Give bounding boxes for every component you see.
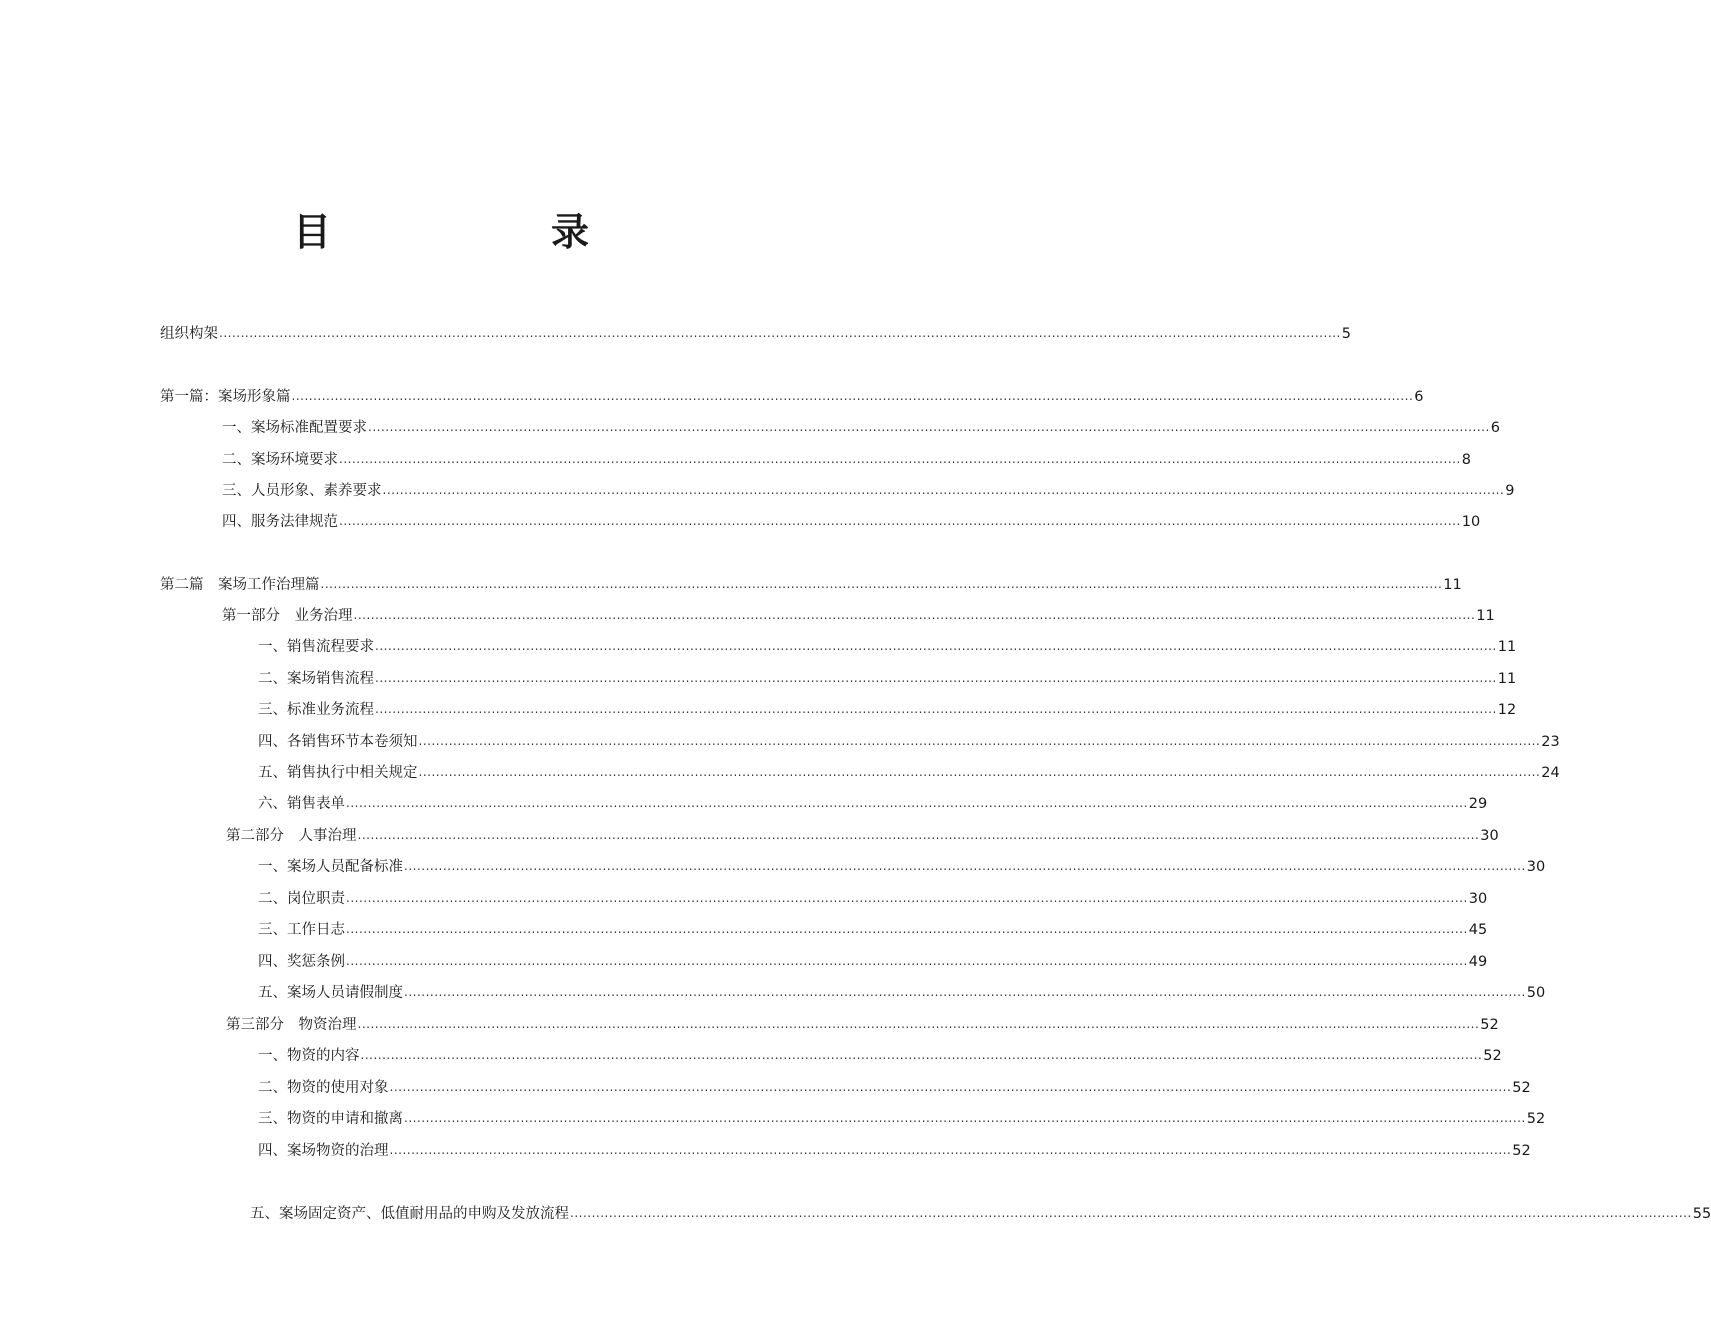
toc-entry-title: 六、销售表单 — [258, 796, 345, 812]
toc-dot-leader: .................................................................................................................................................................................................................................................................... — [375, 639, 1497, 653]
toc-entry[interactable] — [226, 825, 1499, 847]
toc-dot-leader: .................................................................................................................................................................................................................................................................... — [382, 483, 1505, 497]
toc-entry[interactable] — [222, 511, 1481, 533]
page-title: 目 录 — [292, 210, 637, 254]
toc-dot-leader: .................................................................................................................................................................................................................................................................... — [353, 608, 1476, 622]
toc-entry[interactable] — [258, 636, 1517, 658]
toc-entry-title: 一、销售流程要求 — [258, 639, 374, 655]
toc-entry[interactable] — [258, 951, 1488, 973]
toc-entry[interactable] — [250, 1203, 1711, 1225]
toc-page-number: 50 — [1526, 985, 1546, 1001]
toc-entry-title: 第三部分 物资治理 — [226, 1017, 357, 1033]
toc-entry[interactable] — [258, 793, 1488, 815]
toc-dot-leader: .................................................................................................................................................................................................................................................................... — [320, 577, 1443, 591]
toc-dot-leader: .................................................................................................................................................................................................................................................................... — [346, 796, 1468, 810]
toc-page-number: 6 — [1490, 420, 1500, 436]
toc-entry[interactable] — [258, 1140, 1531, 1162]
toc-page-number: 23 — [1541, 734, 1560, 750]
toc-page-number: 30 — [1480, 828, 1499, 844]
toc-page-number: 49 — [1468, 954, 1488, 970]
toc-dot-leader: .................................................................................................................................................................................................................................................................... — [339, 514, 1461, 528]
toc-entry-title: 四、各销售环节本卷须知 — [258, 734, 418, 750]
toc-entry[interactable] — [258, 1045, 1502, 1067]
toc-entry[interactable] — [160, 386, 1424, 408]
toc-entry[interactable] — [160, 323, 1351, 345]
toc-entry[interactable] — [258, 982, 1546, 1004]
toc-entry[interactable] — [222, 449, 1471, 471]
toc-dot-leader: .................................................................................................................................................................................................................................................................... — [375, 671, 1497, 685]
toc-entry-title: 二、案场环境要求 — [222, 452, 338, 468]
toc-entry-title: 二、物资的使用对象 — [258, 1080, 389, 1096]
toc-entry[interactable] — [258, 856, 1546, 878]
toc-page-number: 9 — [1505, 483, 1515, 499]
toc-entry-title: 一、案场人员配备标准 — [258, 859, 403, 875]
toc-page-number: 30 — [1468, 891, 1488, 907]
toc-entry-title: 组织构架 — [160, 326, 218, 342]
toc-entry-title: 五、销售执行中相关规定 — [258, 765, 418, 781]
toc-entry-title: 四、案场物资的治理 — [258, 1143, 389, 1159]
toc-page-number: 11 — [1497, 639, 1517, 655]
toc-entry-title: 三、人员形象、素养要求 — [222, 483, 382, 499]
toc-dot-leader: .................................................................................................................................................................................................................................................................... — [375, 702, 1497, 716]
toc-entry-title: 三、物资的申请和撤离 — [258, 1111, 403, 1127]
toc-page-number: 52 — [1526, 1111, 1546, 1127]
toc-page-number: 10 — [1461, 514, 1481, 530]
toc-entry-title: 第二篇 案场工作治理篇 — [160, 577, 320, 593]
toc-page-number: 8 — [1461, 452, 1471, 468]
toc-page-number: 45 — [1468, 922, 1488, 938]
toc-entry-title: 四、奖惩条例 — [258, 954, 345, 970]
toc-entry-title: 三、工作日志 — [258, 922, 345, 938]
toc-dot-leader: .................................................................................................................................................................................................................................................................... — [404, 859, 1526, 873]
toc-page-number: 12 — [1497, 702, 1517, 718]
toc-entry[interactable] — [222, 480, 1515, 502]
toc-entry[interactable] — [258, 888, 1488, 910]
toc-dot-leader: .................................................................................................................................................................................................................................................................... — [368, 420, 1490, 434]
toc-page-number: 11 — [1497, 671, 1517, 687]
toc-dot-leader: .................................................................................................................................................................................................................................................................... — [389, 1080, 1512, 1094]
toc-dot-leader: .................................................................................................................................................................................................................................................................... — [404, 1111, 1526, 1125]
toc-dot-leader: .................................................................................................................................................................................................................................................................... — [291, 389, 1414, 403]
toc-page-number: 55 — [1692, 1206, 1711, 1222]
toc-entry[interactable] — [258, 731, 1560, 753]
toc-page-number: 30 — [1526, 859, 1546, 875]
toc-entry-title: 一、物资的内容 — [258, 1048, 360, 1064]
toc-page-number: 11 — [1443, 577, 1462, 593]
toc-entry[interactable] — [258, 668, 1517, 690]
toc-page-number: 11 — [1476, 608, 1495, 624]
toc-dot-leader: .................................................................................................................................................................................................................................................................... — [570, 1206, 1692, 1220]
toc-dot-leader: .................................................................................................................................................................................................................................................................... — [339, 452, 1461, 466]
toc-dot-leader: .................................................................................................................................................................................................................................................................... — [418, 765, 1541, 779]
toc-entry[interactable] — [160, 574, 1462, 596]
toc-entry[interactable] — [258, 699, 1517, 721]
toc-dot-leader: .................................................................................................................................................................................................................................................................... — [346, 954, 1468, 968]
toc-dot-leader: .................................................................................................................................................................................................................................................................... — [346, 922, 1468, 936]
toc-entry[interactable] — [222, 605, 1495, 627]
toc-page-number: 6 — [1414, 389, 1424, 405]
toc-entry-title: 第一部分 业务治理 — [222, 608, 353, 624]
toc-entry-title: 四、服务法律规范 — [222, 514, 338, 530]
toc-page-number: 29 — [1468, 796, 1488, 812]
toc-entry-title: 五、案场人员请假制度 — [258, 985, 403, 1001]
toc-page-number: 52 — [1512, 1143, 1531, 1159]
toc-page-number: 52 — [1512, 1080, 1531, 1096]
toc-entry-title: 三、标准业务流程 — [258, 702, 374, 718]
toc-dot-leader: .................................................................................................................................................................................................................................................................... — [404, 985, 1526, 999]
toc-dot-leader: .................................................................................................................................................................................................................................................................... — [418, 734, 1541, 748]
toc-dot-leader: .................................................................................................................................................................................................................................................................... — [360, 1048, 1483, 1062]
toc-entry-title: 一、案场标准配置要求 — [222, 420, 367, 436]
toc-dot-leader: .................................................................................................................................................................................................................................................................... — [219, 326, 1341, 340]
toc-dot-leader: .................................................................................................................................................................................................................................................................... — [389, 1143, 1512, 1157]
toc-entry[interactable] — [258, 1108, 1546, 1130]
toc-entry-title: 第一篇：案场形象篇 — [160, 389, 291, 405]
toc-entry[interactable] — [258, 1077, 1531, 1099]
toc-entry-title: 二、案场销售流程 — [258, 671, 374, 687]
toc-page-number: 52 — [1480, 1017, 1499, 1033]
toc-page-number: 24 — [1541, 765, 1560, 781]
toc-entry[interactable] — [222, 417, 1500, 439]
toc-entry-title: 第二部分 人事治理 — [226, 828, 357, 844]
toc-entry[interactable] — [258, 762, 1560, 784]
toc-entry[interactable] — [226, 1014, 1499, 1036]
toc-entry-title: 五、案场固定资产、低值耐用品的申购及发放流程 — [250, 1206, 569, 1222]
toc-dot-leader: .................................................................................................................................................................................................................................................................... — [357, 1017, 1480, 1031]
toc-page-number: 52 — [1483, 1048, 1502, 1064]
toc-entry-title: 二、岗位职责 — [258, 891, 345, 907]
toc-page-number: 5 — [1341, 326, 1351, 342]
toc-entry[interactable] — [258, 919, 1488, 941]
toc-dot-leader: .................................................................................................................................................................................................................................................................... — [357, 828, 1480, 842]
toc-dot-leader: .................................................................................................................................................................................................................................................................... — [346, 891, 1468, 905]
